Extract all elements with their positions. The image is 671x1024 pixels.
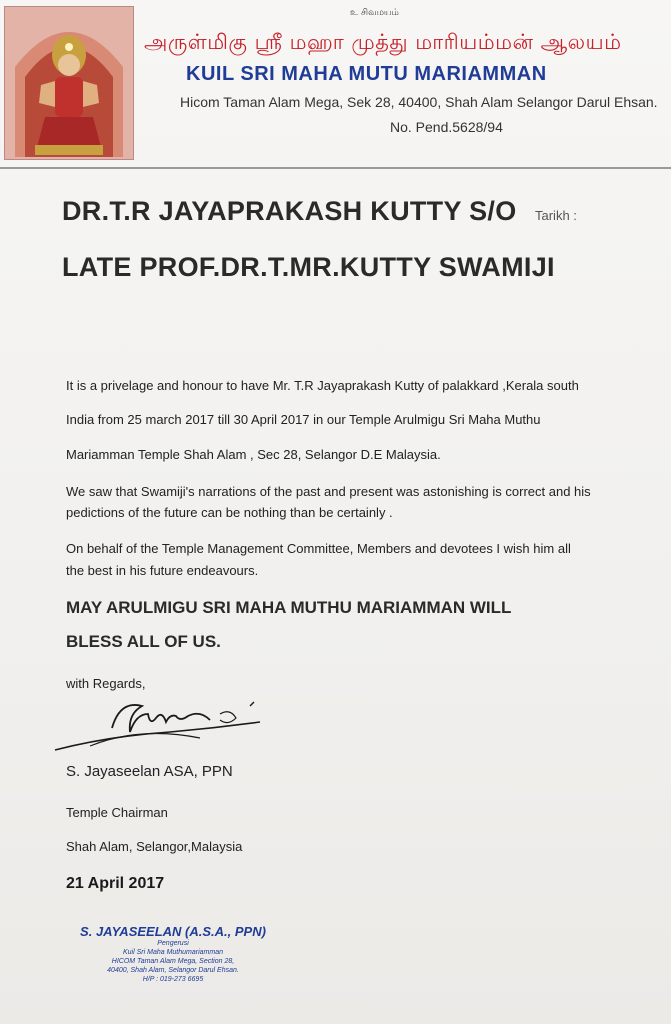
paragraph-1-line-1: It is a privelage and honour to have Mr. T.R Jayaprakash Kutty of palakkard ,Kerala south (66, 378, 579, 393)
stamp-line-4: 40400, Shah Alam, Selangor Darul Ehsan. (107, 967, 239, 974)
signatory-name: S. Jayaseelan ASA, PPN (66, 763, 233, 780)
paragraph-3-line-1: On behalf of the Temple Management Committee, Members and devotees I wish him all (66, 541, 571, 556)
temple-tamil-title: அருள்மிகு ஸ்ரீ மஹா முத்து மாரியம்மன் ஆலயம் (144, 30, 622, 54)
signatory-location: Shah Alam, Selangor,Malaysia (66, 839, 243, 854)
deity-image (4, 6, 134, 160)
registration-number: No. Pend.5628/94 (390, 119, 503, 135)
stamp-line-3: HICOM Taman Alam Mega, Section 28, (111, 958, 235, 965)
paragraph-1-line-2: India from 25 march 2017 till 30 April 2017 in our Temple Arulmigu Sri Maha Muthu (66, 412, 541, 427)
paragraph-2-line-2: pedictions of the future can be nothing than be certainly . (66, 505, 393, 520)
letter-date: 21 April 2017 (66, 875, 165, 892)
regards-text: with Regards, (66, 676, 146, 691)
header-top-mark: உ சிவமயம் (350, 8, 399, 18)
handwritten-signature (50, 692, 270, 762)
paragraph-1-line-3: Mariamman Temple Shah Alam , Sec 28, Selangor D.E Malaysia. (66, 447, 441, 462)
official-stamp (78, 924, 268, 984)
stamp-line-1: Pengerusi (157, 940, 189, 947)
stamp-line-5: H/P : 019-273 6695 (142, 976, 204, 983)
header-divider (0, 167, 671, 169)
stamp-line-2: Kuil Sri Maha Muthumariamman (123, 949, 223, 956)
blessing-line-2: BLESS ALL OF US. (66, 632, 221, 651)
tarikh-label: Tarikh : (535, 208, 577, 223)
blessing-line-1: MAY ARULMIGU SRI MAHA MUTHU MARIAMMAN WILL (66, 598, 512, 617)
stamp-name: S. JAYASEELAN (A.S.A., PPN) (80, 924, 266, 939)
paragraph-2-line-1: We saw that Swamiji's narrations of the past and present was astonishing is correct and his (66, 484, 591, 499)
paragraph-3-line-2: the best in his future endeavours. (66, 563, 259, 578)
recipient-name-line2: LATE PROF.DR.T.MR.KUTTY SWAMIJI (62, 252, 555, 282)
signatory-title: Temple Chairman (66, 805, 168, 820)
temple-english-title: KUIL SRI MAHA MUTU MARIAMMAN (186, 63, 547, 85)
recipient-name-line1: DR.T.R JAYAPRAKASH KUTTY S/O (62, 196, 517, 226)
temple-address: Hicom Taman Alam Mega, Sek 28, 40400, Shah Alam Selangor Darul Ehsan. (180, 94, 658, 110)
